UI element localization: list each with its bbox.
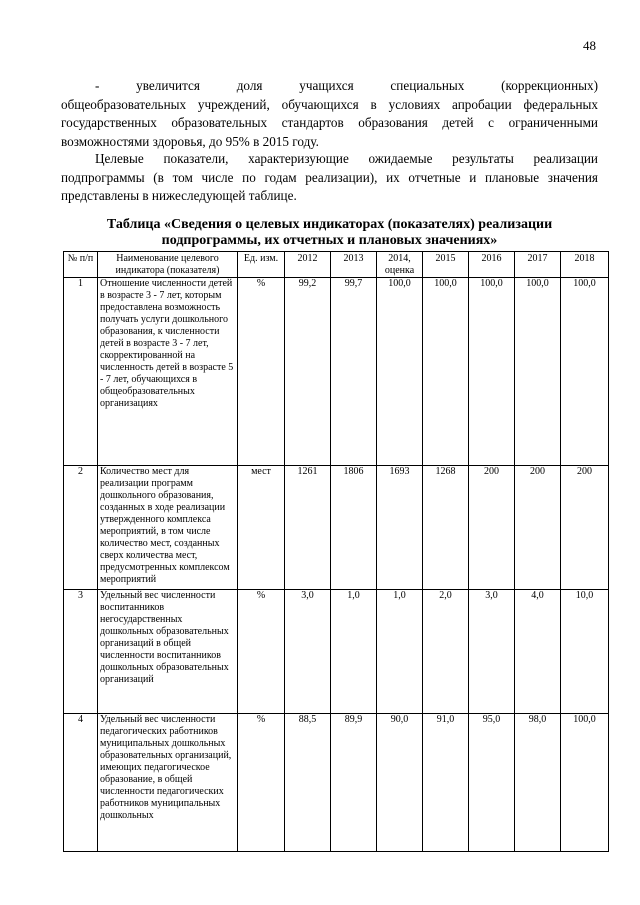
header-2014: 2014, оценка xyxy=(377,252,423,278)
header-2012: 2012 xyxy=(285,252,331,278)
value-2012: 99,2 xyxy=(285,278,331,466)
paragraph-1 xyxy=(61,77,598,151)
header-number: № п/п xyxy=(64,252,98,278)
indicator-name: Удельный вес численности педагогических работников муниципальных дошкольных образовательных организаций, имеющих педагогическое образование, в общей численности педагогических работников муниципальных дошкольных xyxy=(98,714,238,852)
indicator-name: Удельный вес численности воспитанников негосударственных дошкольных образовательных организаций в общей численности воспитанников дошкольных образовательных организаций xyxy=(98,590,238,714)
row-number: 2 xyxy=(64,466,98,590)
indicator-name: Количество мест для реализации программ дошкольного образования, созданных в ходе реализации утвержденного комплекса мероприятий, в том числе количество мест, созданных сверх количества мест, предусмотренных комплексом мероприятий xyxy=(98,466,238,590)
value-2016: 3,0 xyxy=(469,590,515,714)
value-2013: 1806 xyxy=(331,466,377,590)
value-2016: 200 xyxy=(469,466,515,590)
value-2015: 100,0 xyxy=(423,278,469,466)
table-title: Таблица «Сведения о целевых индикаторах (показателях) реализации подпрограммы, их отчетных и плановых значениях» xyxy=(106,217,553,248)
row-number: 1 xyxy=(64,278,98,466)
table-row xyxy=(64,714,609,852)
table-header-row xyxy=(64,252,609,278)
header-2013: 2013 xyxy=(331,252,377,278)
value-2018: 100,0 xyxy=(561,278,609,466)
value-2012: 88,5 xyxy=(285,714,331,852)
value-2014: 100,0 xyxy=(377,278,423,466)
indicators-table xyxy=(63,251,609,852)
value-2015: 2,0 xyxy=(423,590,469,714)
value-2012: 1261 xyxy=(285,466,331,590)
value-2014: 1693 xyxy=(377,466,423,590)
value-2018: 100,0 xyxy=(561,714,609,852)
header-indicator-name: Наименование целевого индикатора (показателя) xyxy=(98,252,238,278)
table-row xyxy=(64,590,609,714)
row-number: 4 xyxy=(64,714,98,852)
value-2015: 91,0 xyxy=(423,714,469,852)
indicator-name: Отношение численности детей в возрасте 3 - 7 лет, которым предоставлена возможность получать услуги дошкольного образования, к численности детей в возрасте 3 - 7 лет, скорректированной на численность детей в возрасте 5 - 7 лет, обучающихся в общеобразовательных организациях xyxy=(98,278,238,466)
value-2018: 200 xyxy=(561,466,609,590)
page-number: 48 xyxy=(583,38,596,53)
table-row xyxy=(64,466,609,590)
unit-cell: % xyxy=(238,590,285,714)
paragraph-2: Целевые показатели, характеризующие ожидаемые результаты реализации подпрограммы (в том числе по годам реализации), их отчетные и плановые значения представлены в нижеследующей таблице. xyxy=(61,151,598,203)
paragraph-1-rest: общеобразовательных учреждений, обучающихся в условиях апробации федеральных государственных образовательных стандартов образования детей с ограниченными возможностями здоровья, до 95% в 2015 году. xyxy=(61,96,598,149)
header-2016: 2016 xyxy=(469,252,515,278)
value-2016: 100,0 xyxy=(469,278,515,466)
value-2013: 1,0 xyxy=(331,590,377,714)
header-2017: 2017 xyxy=(515,252,561,278)
paragraph-1-first-line: - увеличится доля учащихся специальных (коррекционных) xyxy=(95,78,598,93)
value-2017: 100,0 xyxy=(515,278,561,466)
value-2017: 4,0 xyxy=(515,590,561,714)
value-2018: 10,0 xyxy=(561,590,609,714)
unit-cell: % xyxy=(238,278,285,466)
unit-cell: % xyxy=(238,714,285,852)
value-2014: 1,0 xyxy=(377,590,423,714)
header-2018: 2018 xyxy=(561,252,609,278)
header-unit: Ед. изм. xyxy=(238,252,285,278)
value-2016: 95,0 xyxy=(469,714,515,852)
row-number: 3 xyxy=(64,590,98,714)
table-row xyxy=(64,278,609,466)
unit-cell: мест xyxy=(238,466,285,590)
header-2015: 2015 xyxy=(423,252,469,278)
value-2015: 1268 xyxy=(423,466,469,590)
value-2014: 90,0 xyxy=(377,714,423,852)
value-2017: 98,0 xyxy=(515,714,561,852)
value-2017: 200 xyxy=(515,466,561,590)
value-2012: 3,0 xyxy=(285,590,331,714)
value-2013: 89,9 xyxy=(331,714,377,852)
value-2013: 99,7 xyxy=(331,278,377,466)
